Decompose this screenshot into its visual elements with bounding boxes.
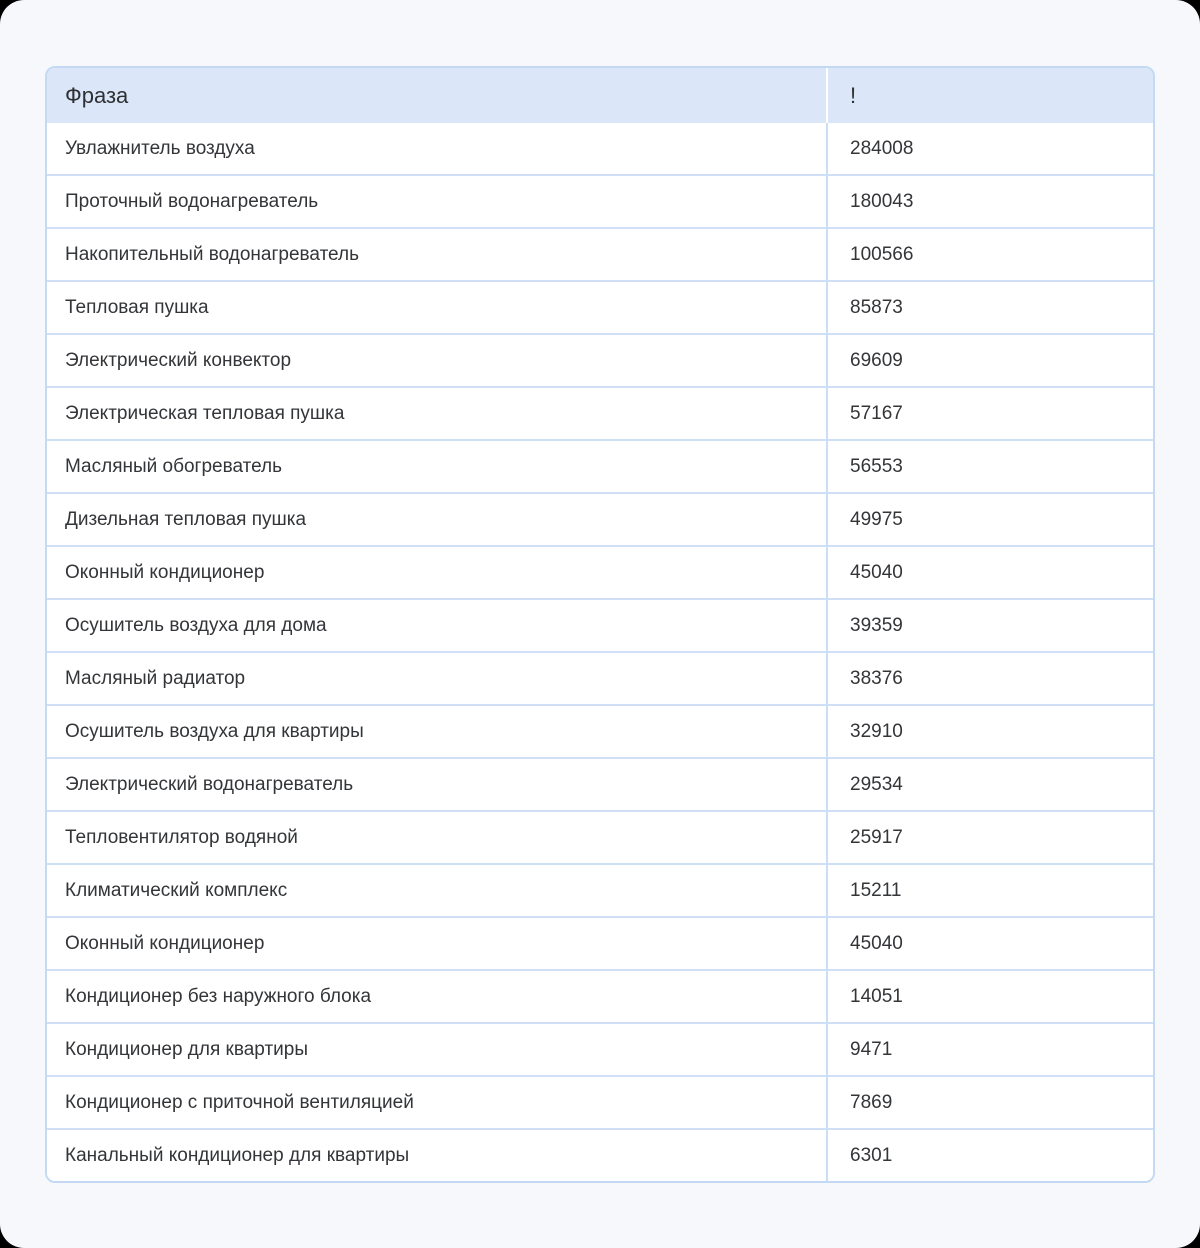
- table-row: [47, 175, 1153, 228]
- table-row: [47, 228, 1153, 281]
- table-header-row: [47, 68, 1153, 123]
- frequency-cell: 284008: [827, 123, 1153, 175]
- column-header-frequency: !: [827, 68, 1153, 123]
- table-row: [47, 1076, 1153, 1129]
- table-row: [47, 599, 1153, 652]
- table-row: [47, 387, 1153, 440]
- table-body: [47, 123, 1153, 1181]
- frequency-cell: 45040: [827, 917, 1153, 970]
- table-row: [47, 1023, 1153, 1076]
- frequency-cell: 45040: [827, 546, 1153, 599]
- table-row: [47, 917, 1153, 970]
- phrase-cell: Масляный обогреватель: [47, 440, 827, 493]
- phrase-cell: Увлажнитель воздуха: [47, 123, 827, 175]
- frequency-cell: 15211: [827, 864, 1153, 917]
- phrase-cell: Осушитель воздуха для квартиры: [47, 705, 827, 758]
- table-row: [47, 1129, 1153, 1181]
- table-row: [47, 811, 1153, 864]
- phrase-cell: Электрическая тепловая пушка: [47, 387, 827, 440]
- frequency-cell: 9471: [827, 1023, 1153, 1076]
- phrase-cell: Кондиционер без наружного блока: [47, 970, 827, 1023]
- table-row: [47, 123, 1153, 175]
- column-header-phrase: Фраза: [47, 68, 827, 123]
- phrase-cell: Тепловентилятор водяной: [47, 811, 827, 864]
- frequency-cell: 56553: [827, 440, 1153, 493]
- phrase-cell: Кондиционер с приточной вентиляцией: [47, 1076, 827, 1129]
- table-row: [47, 546, 1153, 599]
- phrase-cell: Кондиционер для квартиры: [47, 1023, 827, 1076]
- frequency-cell: 180043: [827, 175, 1153, 228]
- phrase-cell: Осушитель воздуха для дома: [47, 599, 827, 652]
- phrase-cell: Электрический конвектор: [47, 334, 827, 387]
- frequency-cell: 39359: [827, 599, 1153, 652]
- phrase-cell: Тепловая пушка: [47, 281, 827, 334]
- frequency-cell: 6301: [827, 1129, 1153, 1181]
- table-row: [47, 970, 1153, 1023]
- keyword-stats-table: [47, 68, 1153, 1181]
- frequency-cell: 14051: [827, 970, 1153, 1023]
- phrase-cell: Масляный радиатор: [47, 652, 827, 705]
- table-row: [47, 652, 1153, 705]
- frequency-cell: 38376: [827, 652, 1153, 705]
- table-row: [47, 334, 1153, 387]
- frequency-cell: 32910: [827, 705, 1153, 758]
- phrase-cell: Оконный кондиционер: [47, 546, 827, 599]
- table-row: [47, 440, 1153, 493]
- phrase-cell: Дизельная тепловая пушка: [47, 493, 827, 546]
- frequency-cell: 49975: [827, 493, 1153, 546]
- frequency-cell: 100566: [827, 228, 1153, 281]
- frequency-cell: 85873: [827, 281, 1153, 334]
- table-row: [47, 758, 1153, 811]
- table-row: [47, 705, 1153, 758]
- frequency-cell: 69609: [827, 334, 1153, 387]
- table-row: [47, 493, 1153, 546]
- phrase-cell: Климатический комплекс: [47, 864, 827, 917]
- phrase-cell: Оконный кондиционер: [47, 917, 827, 970]
- frequency-cell: 7869: [827, 1076, 1153, 1129]
- table-row: [47, 281, 1153, 334]
- frequency-cell: 57167: [827, 387, 1153, 440]
- phrase-cell: Проточный водонагреватель: [47, 175, 827, 228]
- phrase-cell: Электрический водонагреватель: [47, 758, 827, 811]
- phrase-cell: Накопительный водонагреватель: [47, 228, 827, 281]
- keyword-stats-table-container: [45, 66, 1155, 1183]
- frequency-cell: 25917: [827, 811, 1153, 864]
- phrase-cell: Канальный кондиционер для квартиры: [47, 1129, 827, 1181]
- table-row: [47, 864, 1153, 917]
- frequency-cell: 29534: [827, 758, 1153, 811]
